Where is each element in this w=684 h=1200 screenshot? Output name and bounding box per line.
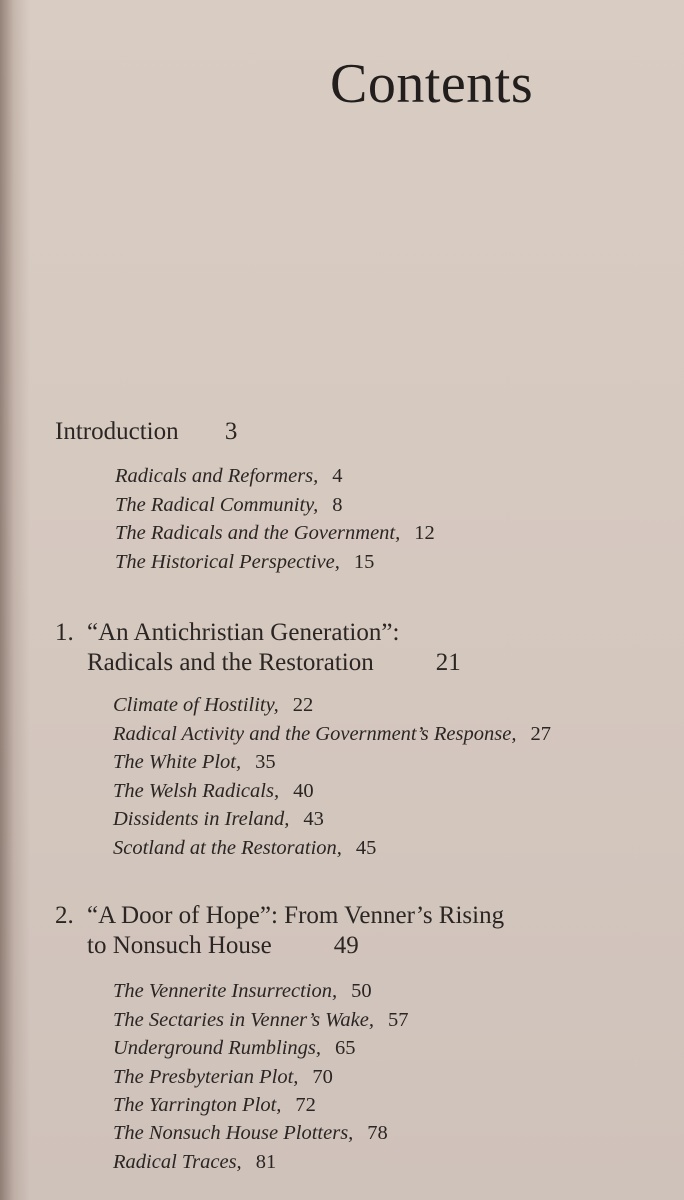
section-title: Radical Activity and the Government’s Response,: [113, 723, 517, 745]
section-title: The Radicals and the Government,: [115, 522, 401, 544]
section-page-number: 72: [295, 1094, 316, 1116]
toc-section: [113, 837, 376, 860]
toc-section: [115, 522, 435, 545]
toc-entry-chapter-2: [55, 902, 504, 960]
section-page-number: 4: [332, 465, 343, 487]
chapter-number: 1.: [55, 619, 74, 646]
section-page-number: 40: [293, 780, 314, 802]
section-page-number: 43: [303, 808, 324, 830]
toc-section: [113, 1009, 408, 1032]
section-title: Scotland at the Restoration,: [113, 837, 342, 859]
toc-section: [113, 1037, 356, 1060]
toc-section: [115, 465, 343, 488]
entry-page-number: 3: [224, 418, 238, 445]
section-page-number: 27: [530, 723, 551, 745]
page-title: Contents: [330, 53, 534, 115]
toc-section: [113, 751, 276, 774]
toc-section: [113, 723, 551, 746]
chapter-title-line-2: Radicals and the Restoration: [87, 649, 374, 676]
section-title: The Nonsuch House Plotters,: [113, 1122, 354, 1144]
toc-section: [113, 694, 313, 717]
section-title: The Presbyterian Plot,: [113, 1066, 299, 1088]
toc-section: [115, 551, 374, 574]
entry-page-number: 21: [435, 649, 461, 676]
section-page-number: 78: [367, 1122, 388, 1144]
section-page-number: 15: [353, 551, 375, 573]
section-page-number: 57: [387, 1009, 409, 1031]
toc-section: [113, 780, 314, 803]
section-title: The White Plot,: [113, 751, 242, 773]
section-page-number: 50: [351, 980, 372, 1002]
toc-entry-introduction: [55, 418, 237, 446]
section-title: Dissidents in Ireland,: [113, 808, 290, 830]
section-page-number: 81: [255, 1151, 277, 1173]
toc-section: [113, 1122, 388, 1145]
section-title: Radical Traces,: [113, 1151, 242, 1173]
section-title: The Radical Community,: [115, 494, 319, 516]
section-page-number: 65: [335, 1037, 356, 1059]
section-title: The Welsh Radicals,: [113, 780, 280, 802]
toc-section: [113, 1066, 333, 1089]
section-page-number: 45: [355, 837, 377, 859]
toc-section: [113, 1151, 276, 1174]
section-title: Underground Rumblings,: [113, 1037, 322, 1059]
section-page-number: 22: [292, 694, 314, 716]
section-title: Climate of Hostility,: [113, 694, 279, 716]
section-title: The Sectaries in Venner’s Wake,: [113, 1009, 374, 1031]
entry-title: Introduction: [55, 418, 179, 445]
toc-section: [113, 980, 372, 1003]
entry-page-number: 49: [333, 932, 359, 959]
toc-entry-chapter-1: [55, 619, 461, 677]
section-title: The Vennerite Insurrection,: [113, 980, 338, 1002]
section-title: The Yarrington Plot,: [113, 1094, 282, 1116]
section-title: Radicals and Reformers,: [115, 465, 319, 487]
toc-section: [113, 808, 324, 831]
section-page-number: 12: [414, 522, 435, 544]
chapter-title-line-2: to Nonsuch House: [87, 932, 272, 959]
chapter-title-line-1: “An Antichristian Generation”:: [87, 619, 400, 646]
section-page-number: 70: [312, 1066, 333, 1088]
toc-section: [115, 494, 343, 517]
section-title: The Historical Perspective,: [115, 551, 340, 573]
section-page-number: 8: [332, 494, 343, 516]
section-page-number: 35: [255, 751, 276, 773]
chapter-title-line-1: “A Door of Hope”: From Venner’s Rising: [87, 902, 505, 929]
chapter-number: 2.: [55, 902, 74, 929]
toc-section: [113, 1094, 316, 1117]
